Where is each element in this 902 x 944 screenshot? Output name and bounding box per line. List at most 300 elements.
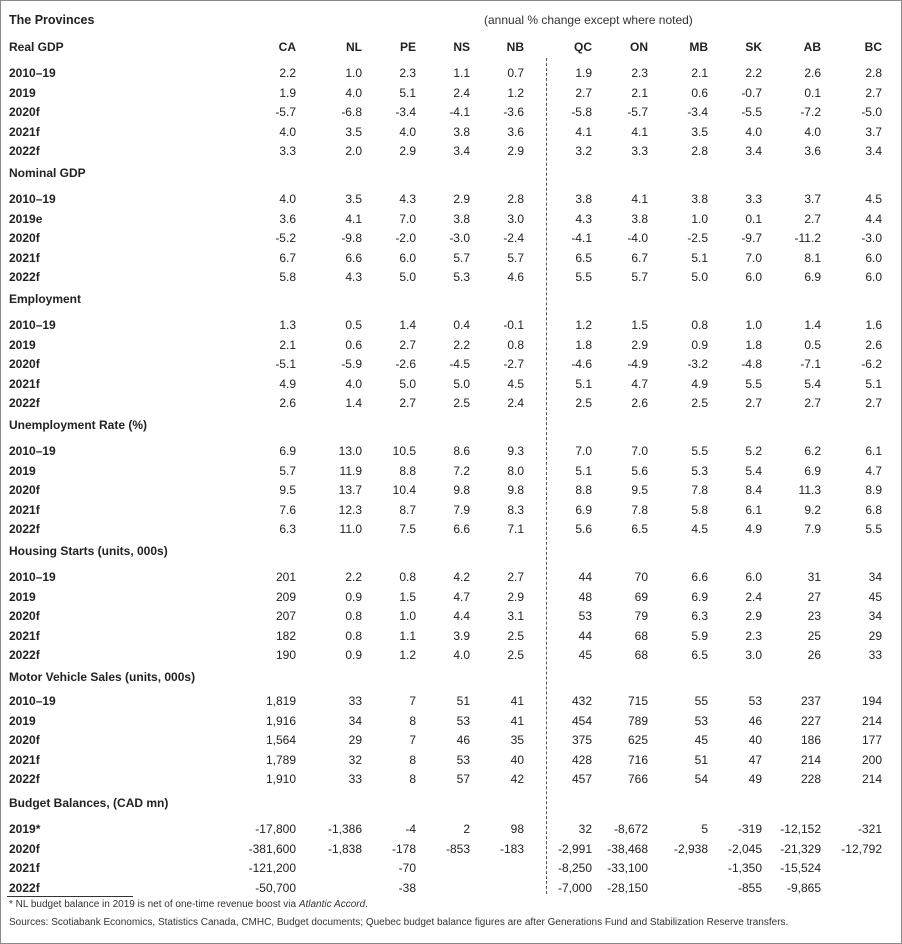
table-cell: 98 [510, 822, 524, 836]
table-cell: 6.1 [865, 444, 882, 458]
table-cell: 4.2 [453, 570, 470, 584]
table-cell: 6.5 [691, 648, 708, 662]
table-cell: -8,250 [557, 861, 592, 875]
section-heading: Budget Balances, (CAD mn) [9, 796, 169, 810]
table-cell: 53 [456, 753, 470, 767]
row-label: 2020f [9, 733, 40, 747]
table-cell: 3.7 [804, 192, 821, 206]
footnote-rule [7, 896, 133, 897]
table-cell: 2.1 [279, 338, 296, 352]
table-cell: 4.0 [345, 377, 362, 391]
table-cell: 5.0 [399, 377, 416, 391]
row-label: 2021f [9, 503, 40, 517]
table-cell: 2.5 [453, 396, 470, 410]
table-cell: 1.6 [865, 318, 882, 332]
table-cell: 26 [807, 648, 821, 662]
section-heading: Housing Starts (units, 000s) [9, 544, 168, 558]
table-cell: -4.6 [571, 357, 592, 371]
table-cell: 182 [275, 629, 296, 643]
table-cell: 4.0 [345, 86, 362, 100]
footnote-emphasis: Atlantic Accord [298, 899, 366, 910]
table-cell: -4 [405, 822, 416, 836]
table-cell: 454 [571, 714, 592, 728]
table-cell: 2.9 [745, 609, 762, 623]
table-cell: 4.9 [279, 377, 296, 391]
row-label: 2010–19 [9, 694, 56, 708]
table-cell: 2.9 [453, 192, 470, 206]
table-cell: 2.6 [804, 66, 821, 80]
table-cell: 5.8 [691, 503, 708, 517]
table-cell: 3.6 [279, 212, 296, 226]
row-label: 2021f [9, 861, 40, 875]
table-cell: 209 [275, 590, 296, 604]
table-cell: 44 [578, 570, 592, 584]
table-cell: -5.2 [275, 231, 296, 245]
table-cell: -4.0 [627, 231, 648, 245]
table-cell: -38,468 [607, 842, 648, 856]
row-label: 2020f [9, 105, 40, 119]
table-cell: 2.8 [691, 144, 708, 158]
table-cell: 23 [807, 609, 821, 623]
column-header-bc: BC [864, 40, 882, 54]
table-cell: 5.1 [575, 377, 592, 391]
table-cell: -5.7 [627, 105, 648, 119]
table-cell: 214 [861, 714, 882, 728]
column-header-ab: AB [803, 40, 821, 54]
section-heading: Unemployment Rate (%) [9, 418, 148, 432]
row-label: 2010–19 [9, 192, 56, 206]
row-label: 2019 [9, 338, 36, 352]
table-cell: -2.6 [395, 357, 416, 371]
table-cell: 49 [748, 772, 762, 786]
table-cell: 1.4 [804, 318, 821, 332]
column-header-qc: QC [574, 40, 592, 54]
table-cell: 4.7 [865, 464, 882, 478]
table-cell: 3.0 [745, 648, 762, 662]
table-cell: 13.0 [338, 444, 362, 458]
table-cell: 7 [409, 694, 416, 708]
table-cell: 715 [627, 694, 648, 708]
table-cell: 68 [634, 629, 648, 643]
table-cell: 1,819 [265, 694, 296, 708]
table-cell: 53 [456, 714, 470, 728]
table-cell: 2.4 [507, 396, 524, 410]
table-cell: -381,600 [248, 842, 296, 856]
table-cell: 0.7 [507, 66, 524, 80]
table-cell: 8.1 [804, 251, 821, 265]
table-cell: 2.7 [804, 396, 821, 410]
table-cell: -2,938 [673, 842, 708, 856]
table-cell: 3.9 [453, 629, 470, 643]
table-cell: 53 [694, 714, 708, 728]
table-cell: 2.0 [345, 144, 362, 158]
table-cell: 7.8 [631, 503, 648, 517]
table-cell: 11.0 [339, 522, 362, 536]
table-cell: -4.1 [449, 105, 470, 119]
table-cell: 41 [510, 694, 524, 708]
table-cell: -0.7 [741, 86, 762, 100]
table-cell: 5.1 [399, 86, 416, 100]
table-cell: 5.0 [399, 270, 416, 284]
column-header-sk: SK [745, 40, 762, 54]
table-cell: 194 [861, 694, 882, 708]
table-cell: -5.9 [341, 357, 362, 371]
table-cell: 2.7 [804, 212, 821, 226]
table-cell: -3.4 [687, 105, 708, 119]
table-cell: 0.6 [691, 86, 708, 100]
table-cell: 5.3 [453, 270, 470, 284]
table-cell: 7.1 [507, 522, 524, 536]
row-label: 2021f [9, 629, 40, 643]
table-cell: 33 [348, 772, 362, 786]
table-cell: 4.5 [691, 522, 708, 536]
table-cell: 4.1 [575, 125, 592, 139]
table-cell: 4.7 [453, 590, 470, 604]
table-cell: 8.4 [745, 483, 762, 497]
row-label: 2019 [9, 86, 36, 100]
row-label: 2022f [9, 144, 40, 158]
table-cell: 5.6 [631, 464, 648, 478]
table-cell: 6.2 [804, 444, 821, 458]
table-cell: 5.4 [745, 464, 762, 478]
row-label: 2010–19 [9, 444, 56, 458]
table-cell: 40 [748, 733, 762, 747]
table-cell: 7.2 [453, 464, 470, 478]
table-cell: 33 [348, 694, 362, 708]
table-cell: 0.8 [399, 570, 416, 584]
table-cell: 1.9 [575, 66, 592, 80]
table-cell: 6.9 [575, 503, 592, 517]
table-cell: 3.6 [507, 125, 524, 139]
table-cell: -2,045 [727, 842, 762, 856]
table-cell: 40 [510, 753, 524, 767]
table-cell: 69 [634, 590, 648, 604]
table-cell: 6.0 [745, 570, 762, 584]
table-cell: 45 [694, 733, 708, 747]
table-cell: 2.7 [575, 86, 592, 100]
table-cell: 1,789 [265, 753, 296, 767]
table-cell: 0.5 [804, 338, 821, 352]
table-cell: -3.4 [395, 105, 416, 119]
table-cell: 2.8 [865, 66, 882, 80]
row-label: 2010–19 [9, 570, 56, 584]
table-cell: 2 [463, 822, 470, 836]
table-cell: 41 [510, 714, 524, 728]
table-cell: 1.0 [691, 212, 708, 226]
table-cell: 6.7 [279, 251, 296, 265]
table-cell: 4.9 [691, 377, 708, 391]
column-header-nl: NL [346, 40, 362, 54]
table-cell: 7.0 [399, 212, 416, 226]
table-cell: 190 [275, 648, 296, 662]
table-cell: 6.9 [279, 444, 296, 458]
table-cell: -5.0 [861, 105, 882, 119]
footnote-suffix: . [365, 899, 368, 910]
table-cell: 201 [275, 570, 296, 584]
table-cell: 1.4 [345, 396, 362, 410]
table-cell: 4.0 [745, 125, 762, 139]
table-cell: -5.7 [275, 105, 296, 119]
table-cell: 3.1 [507, 609, 524, 623]
table-cell: 9.3 [507, 444, 524, 458]
table-cell: 6.0 [865, 270, 882, 284]
table-cell: -319 [737, 822, 762, 836]
row-label: 2020f [9, 609, 40, 623]
table-cell: -3.6 [503, 105, 524, 119]
table-cell: 70 [634, 570, 648, 584]
row-label: 2022f [9, 648, 40, 662]
table-cell: 2.7 [399, 338, 416, 352]
table-cell: 32 [578, 822, 592, 836]
table-cell: 12.3 [338, 503, 362, 517]
table-cell: 4.5 [865, 192, 882, 206]
table-subtitle: (annual % change except where noted) [484, 13, 693, 27]
table-cell: 1.4 [399, 318, 416, 332]
column-header-on: ON [630, 40, 648, 54]
table-cell: 6.9 [804, 270, 821, 284]
table-cell: 1.5 [631, 318, 648, 332]
table-cell: 9.8 [453, 483, 470, 497]
table-cell: 35 [510, 733, 524, 747]
table-cell: 1.5 [399, 590, 416, 604]
table-cell: 45 [868, 590, 882, 604]
row-label: 2020f [9, 357, 40, 371]
table-cell: 2.5 [507, 648, 524, 662]
table-cell: 7.5 [399, 522, 416, 536]
table-cell: 33 [868, 648, 882, 662]
table-cell: 2.1 [691, 66, 708, 80]
table-cell: 8 [409, 753, 416, 767]
table-cell: 6.5 [575, 251, 592, 265]
column-header-mb: MB [689, 40, 708, 54]
table-cell: 3.8 [631, 212, 648, 226]
table-cell: 0.1 [804, 86, 821, 100]
row-label: 2019 [9, 590, 36, 604]
table-cell: 625 [627, 733, 648, 747]
table-cell: 3.8 [453, 212, 470, 226]
table-cell: -6.2 [861, 357, 882, 371]
table-cell: 6.7 [631, 251, 648, 265]
table-cell: 8 [409, 772, 416, 786]
table-cell: 2.9 [507, 144, 524, 158]
table-cell: 46 [748, 714, 762, 728]
row-label: 2021f [9, 377, 40, 391]
section-heading: Motor Vehicle Sales (units, 000s) [9, 670, 196, 684]
table-cell: 10.5 [392, 444, 416, 458]
table-cell: 186 [800, 733, 821, 747]
table-cell: 4.9 [745, 522, 762, 536]
table-cell: 48 [578, 590, 592, 604]
table-cell: -4.8 [741, 357, 762, 371]
table-cell: 2.9 [399, 144, 416, 158]
table-cell: 2.9 [507, 590, 524, 604]
table-cell: 2.4 [745, 590, 762, 604]
table-cell: 55 [694, 694, 708, 708]
table-cell: 5.6 [575, 522, 592, 536]
table-cell: 8.8 [575, 483, 592, 497]
table-cell: 1.2 [399, 648, 416, 662]
table-cell: 432 [571, 694, 592, 708]
table-cell: -12,792 [841, 842, 882, 856]
table-cell: 7 [409, 733, 416, 747]
table-cell: 200 [861, 753, 882, 767]
table-cell: 2.7 [399, 396, 416, 410]
table-cell: 5.5 [745, 377, 762, 391]
table-cell: 5.1 [691, 251, 708, 265]
table-cell: 51 [694, 753, 708, 767]
table-cell: -15,524 [780, 861, 821, 875]
table-cell: -7.1 [800, 357, 821, 371]
table-cell: 4.3 [399, 192, 416, 206]
column-header-ns: NS [453, 40, 470, 54]
table-cell: 1.0 [399, 609, 416, 623]
table-cell: 6.8 [865, 503, 882, 517]
table-cell: 789 [627, 714, 648, 728]
table-cell: -2.5 [687, 231, 708, 245]
table-cell: 1.0 [345, 66, 362, 80]
table-cell: 7.9 [804, 522, 821, 536]
table-cell: 2.7 [865, 396, 882, 410]
row-label: 2020f [9, 842, 40, 856]
table-cell: -9.8 [341, 231, 362, 245]
row-label: 2022f [9, 522, 40, 536]
table-cell: 2.7 [507, 570, 524, 584]
table-cell: 0.9 [691, 338, 708, 352]
table-cell: 4.0 [279, 125, 296, 139]
table-cell: 3.2 [575, 144, 592, 158]
table-cell: 457 [571, 772, 592, 786]
table-cell: 68 [634, 648, 648, 662]
table-cell: 4.4 [453, 609, 470, 623]
table-cell: 3.3 [631, 144, 648, 158]
table-cell: 5.5 [575, 270, 592, 284]
table-cell: 5.0 [453, 377, 470, 391]
table-cell: 6.9 [804, 464, 821, 478]
table-cell: 1.3 [279, 318, 296, 332]
table-cell: -853 [445, 842, 470, 856]
table-cell: -2.4 [503, 231, 524, 245]
table-cell: 0.8 [691, 318, 708, 332]
table-cell: 6.6 [691, 570, 708, 584]
table-cell: 7.8 [691, 483, 708, 497]
footnote-prefix: * NL budget balance in 2019 is net of one-time revenue boost via [9, 899, 299, 910]
row-label: 2022f [9, 772, 40, 786]
table-cell: 3.4 [865, 144, 882, 158]
table-title: The Provinces [9, 13, 95, 27]
table-cell: 5.3 [691, 464, 708, 478]
row-label: 2010–19 [9, 318, 56, 332]
table-cell: 5.7 [631, 270, 648, 284]
table-cell: -0.1 [503, 318, 524, 332]
table-cell: 9.5 [631, 483, 648, 497]
table-cell: -3.0 [449, 231, 470, 245]
table-cell: -3.0 [861, 231, 882, 245]
table-cell: 1.2 [507, 86, 524, 100]
table-cell: 10.4 [392, 483, 416, 497]
table-cell: 4.7 [631, 377, 648, 391]
table-cell: 3.5 [691, 125, 708, 139]
table-cell: 8.7 [399, 503, 416, 517]
table-cell: 2.5 [507, 629, 524, 643]
table-cell: 2.2 [453, 338, 470, 352]
section-heading: Nominal GDP [9, 166, 86, 180]
table-cell: 2.3 [745, 629, 762, 643]
table-cell: 2.4 [453, 86, 470, 100]
table-cell: -183 [499, 842, 524, 856]
table-cell: 2.6 [631, 396, 648, 410]
table-cell: 44 [578, 629, 592, 643]
section-heading: Real GDP [9, 40, 64, 54]
column-header-ca: CA [278, 40, 296, 54]
table-cell: 6.6 [453, 522, 470, 536]
table-cell: 4.1 [631, 192, 648, 206]
table-cell: 3.6 [804, 144, 821, 158]
table-cell: 4.3 [345, 270, 362, 284]
table-cell: 0.4 [453, 318, 470, 332]
table-cell: 3.5 [345, 192, 362, 206]
table-cell: 5.0 [691, 270, 708, 284]
table-cell: 2.2 [345, 570, 362, 584]
table-cell: 6.0 [865, 251, 882, 265]
table-cell: 2.6 [279, 396, 296, 410]
table-cell: 3.8 [691, 192, 708, 206]
table-cell: 2.5 [575, 396, 592, 410]
table-cell: 716 [627, 753, 648, 767]
table-cell: 6.6 [345, 251, 362, 265]
table-cell: 11.3 [798, 483, 821, 497]
table-cell: 51 [456, 694, 470, 708]
table-cell: -9,865 [786, 881, 821, 895]
table-cell: -4.9 [627, 357, 648, 371]
table-cell: 34 [868, 570, 882, 584]
row-label: 2010–19 [9, 66, 56, 80]
table-cell: 2.6 [865, 338, 882, 352]
table-cell: -4.1 [571, 231, 592, 245]
table-cell: 8.3 [507, 503, 524, 517]
table-cell: 4.1 [345, 212, 362, 226]
table-cell: 8.9 [865, 483, 882, 497]
table-cell: 1.8 [745, 338, 762, 352]
table-cell: 4.0 [279, 192, 296, 206]
table-cell: 227 [800, 714, 821, 728]
table-cell: 3.3 [279, 144, 296, 158]
table-cell: 31 [807, 570, 821, 584]
table-cell: -70 [398, 861, 416, 875]
table-cell: 29 [348, 733, 362, 747]
row-label: 2019 [9, 464, 36, 478]
table-cell: 5.7 [453, 251, 470, 265]
table-cell: 7.6 [279, 503, 296, 517]
table-cell: 6.3 [691, 609, 708, 623]
table-cell: 7.9 [453, 503, 470, 517]
table-cell: 5.2 [745, 444, 762, 458]
table-cell: 6.1 [745, 503, 762, 517]
column-header-nb: NB [506, 40, 524, 54]
table-cell: 2.7 [865, 86, 882, 100]
table-cell: 11.9 [339, 464, 362, 478]
table-cell: 29 [868, 629, 882, 643]
table-cell: -9.7 [741, 231, 762, 245]
table-cell: 32 [348, 753, 362, 767]
table-cell: 1,910 [265, 772, 296, 786]
table-cell: -12,152 [780, 822, 821, 836]
table-cell: 177 [861, 733, 882, 747]
table-cell: 1.1 [399, 629, 416, 643]
table-cell: 4.1 [631, 125, 648, 139]
table-cell: 53 [748, 694, 762, 708]
table-cell: 9.8 [507, 483, 524, 497]
table-cell: 6.9 [691, 590, 708, 604]
